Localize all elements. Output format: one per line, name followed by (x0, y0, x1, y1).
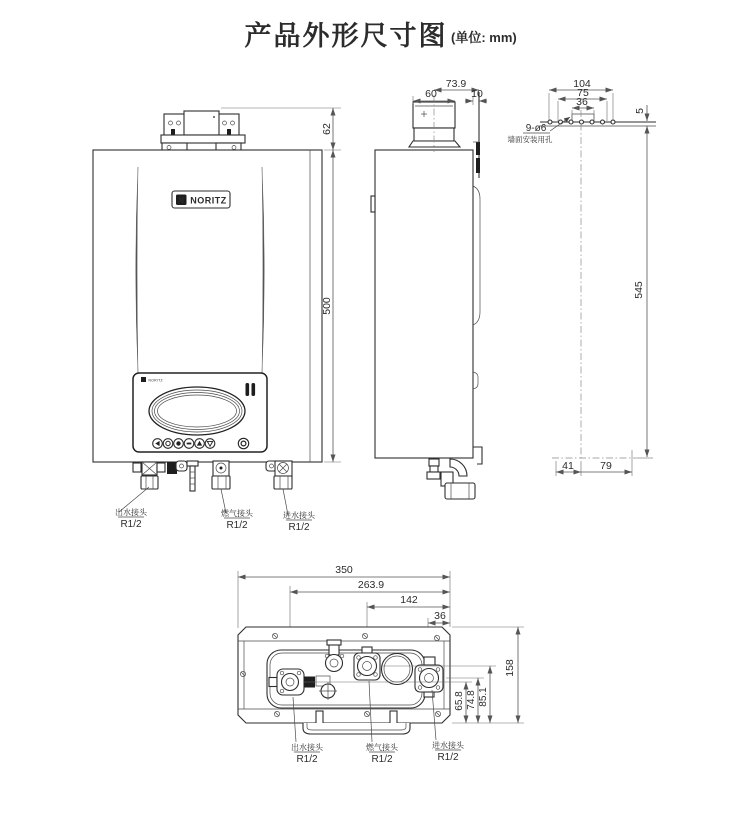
bottom-outlet-size: R1/2 (296, 754, 318, 765)
panel-brand-text: NORITZ (148, 378, 163, 383)
front-inlet-size: R1/2 (288, 522, 310, 533)
bottom-gas-label: 燃气接头 (366, 743, 398, 752)
flue-duct-front (184, 111, 219, 135)
hole-desc: 墙面安装用孔 (507, 135, 553, 144)
mount-view (508, 78, 657, 476)
front-connection-labels (115, 487, 316, 533)
bottom-gas-size: R1/2 (371, 754, 393, 765)
flue-pipe (409, 95, 460, 152)
side-dimensions (413, 78, 487, 105)
dim-65-8: 65.8 (454, 691, 465, 711)
front-inlet-label: 进水接头 (283, 511, 315, 520)
dim-hole-span-36: 36 (576, 96, 588, 108)
front-outlet-label: 出水接头 (115, 508, 147, 517)
indicator-bars (246, 383, 250, 396)
power-button[interactable] (238, 438, 248, 448)
dim-bottom-41: 41 (562, 460, 574, 472)
dim-bottom-79: 79 (600, 460, 612, 472)
bottom-outlet-label: 出水接头 (291, 743, 323, 752)
control-panel (133, 373, 267, 452)
unit-note: (单位: mm) (451, 30, 517, 45)
inlet-nut (274, 476, 292, 489)
dim-flue-offset: 73.9 (445, 78, 467, 90)
dim-flue-width: 60 (425, 88, 437, 100)
front-gas-label: 燃气接头 (221, 509, 253, 518)
dim-wall-gap: 10 (471, 88, 483, 100)
brand-symbol: N (178, 195, 185, 205)
dim-inlet-36: 36 (434, 610, 446, 622)
dim-gas-142: 142 (400, 594, 418, 606)
dim-width-350: 350 (335, 564, 353, 576)
gas-valve-assembly (427, 459, 475, 499)
page-title: 产品外形尺寸图 (244, 21, 448, 51)
front-gas-size: R1/2 (226, 520, 248, 531)
mounting-brackets (161, 111, 245, 152)
outlet-nut (141, 476, 158, 489)
front-bottom-fittings (133, 461, 292, 491)
side-view (371, 78, 487, 499)
hole-spec: 9-ø6 (525, 123, 547, 134)
bottom-inlet-label: 进水接头 (432, 741, 464, 750)
title-block (245, 20, 517, 51)
brand-name: NORITZ (190, 195, 227, 206)
dim-body-height: 500 (321, 297, 333, 315)
dim-plate-5: 5 (634, 108, 646, 114)
dim-85-1: 85.1 (478, 687, 489, 707)
dim-hole-span-104: 104 (573, 78, 591, 90)
front-view (93, 108, 341, 533)
dim-mount-height: 545 (633, 281, 645, 299)
bottom-view (238, 564, 524, 765)
dim-outlet-263: 263.9 (357, 579, 385, 591)
mount-dimensions (549, 78, 647, 476)
dim-depth-158: 158 (504, 659, 516, 677)
dim-hole-span-75: 75 (577, 87, 589, 99)
gas-nut (212, 476, 230, 489)
heater-body-side (375, 150, 473, 458)
bottom-inlet-size: R1/2 (437, 752, 459, 763)
blower-opening (382, 654, 413, 685)
dim-74-8: 74.8 (466, 690, 477, 710)
dim-top-offset: 62 (321, 123, 333, 135)
front-outlet-size: R1/2 (120, 519, 142, 530)
